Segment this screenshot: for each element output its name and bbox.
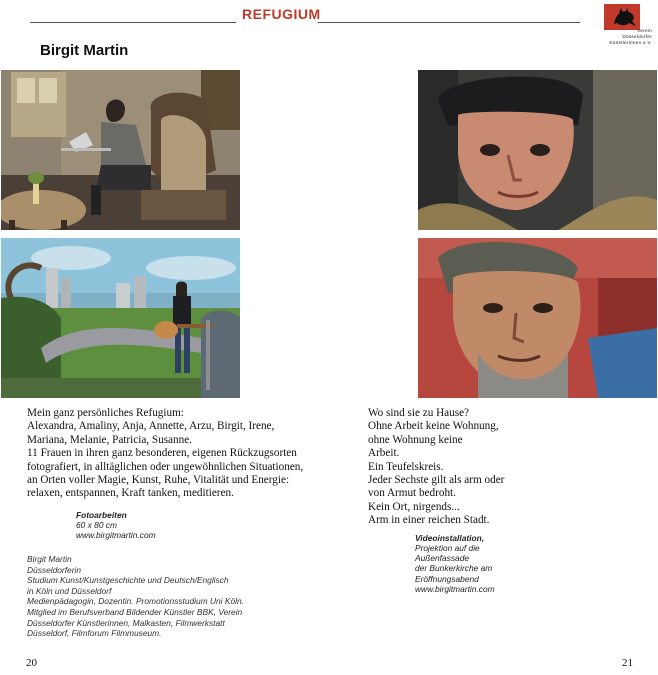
photo-bearded-man-projection: [418, 238, 657, 398]
artist-name: Birgit Martin: [40, 42, 129, 59]
right-body-text: Wo sind sie zu Hause? Ohne Arbeit keine Wohnung, ohne Wohnung keine Arbeit. Ein Teufelskreis. Jeder Sechste gilt als arm oder von Armut bedroht. Kein Ort, nirgends... Arm in einer reichen Stadt.: [368, 407, 505, 527]
page-number-right: 21: [622, 657, 633, 669]
artist-bio: Birgit Martin Düsseldorferin Studium Kunst/Kunstgeschichte und Deutsch/Englisch in Köln und Düsseldorf Medienpädagogin, Dozentin. Promotionsstudium Uni Köln. Mitglied im Berufsverband Bildender Künstler BBK, Verein Düsseldorfer Künstlerinnen, Malkasten, Filmwerkstatt Düsseldorf, Filmforum Filmmuseum.: [27, 554, 244, 639]
right-caption-details: Projektion auf die Außenfassade der Bunkerkirche am Eröffnungsabend www.birgitmartin.com: [415, 543, 495, 594]
page-number-left: 20: [26, 657, 37, 669]
left-caption-details: 60 x 80 cm www.birgitmartin.com: [76, 520, 156, 541]
photo-woman-armchair: [1, 70, 240, 230]
header-rule-left: [30, 22, 236, 23]
section-title: REFUGIUM: [242, 6, 321, 22]
header-rule-right: [318, 22, 580, 23]
photo-woman-guitar-mural: [1, 238, 240, 398]
photo-older-woman-projection: [418, 70, 657, 230]
left-body-text: Mein ganz persönliches Refugium: Alexandra, Amaliny, Anja, Annette, Arzu, Birgit, Irene, Mariana, Melanie, Patricia, Susanne. 11 Frauen in ihren ganz besonderen, eigenen Rückzugsorten fotografiert, in alltäglichen oder ungewöhnlichen Situationen, an Orten voller Magie, Kunst, Ruhe, Vitalität und Energie: relaxen, entspannen, Kraft tanken, meditieren.: [27, 407, 304, 500]
right-caption-title: Videoinstallation,: [415, 533, 485, 543]
left-caption-title: Fotoarbeiten: [76, 510, 127, 520]
association-logo: [604, 4, 640, 30]
logo-text: Verein Düsseldorfer Künstlerinnen e.V.: [609, 28, 652, 45]
logo-mark-icon: [604, 4, 640, 30]
